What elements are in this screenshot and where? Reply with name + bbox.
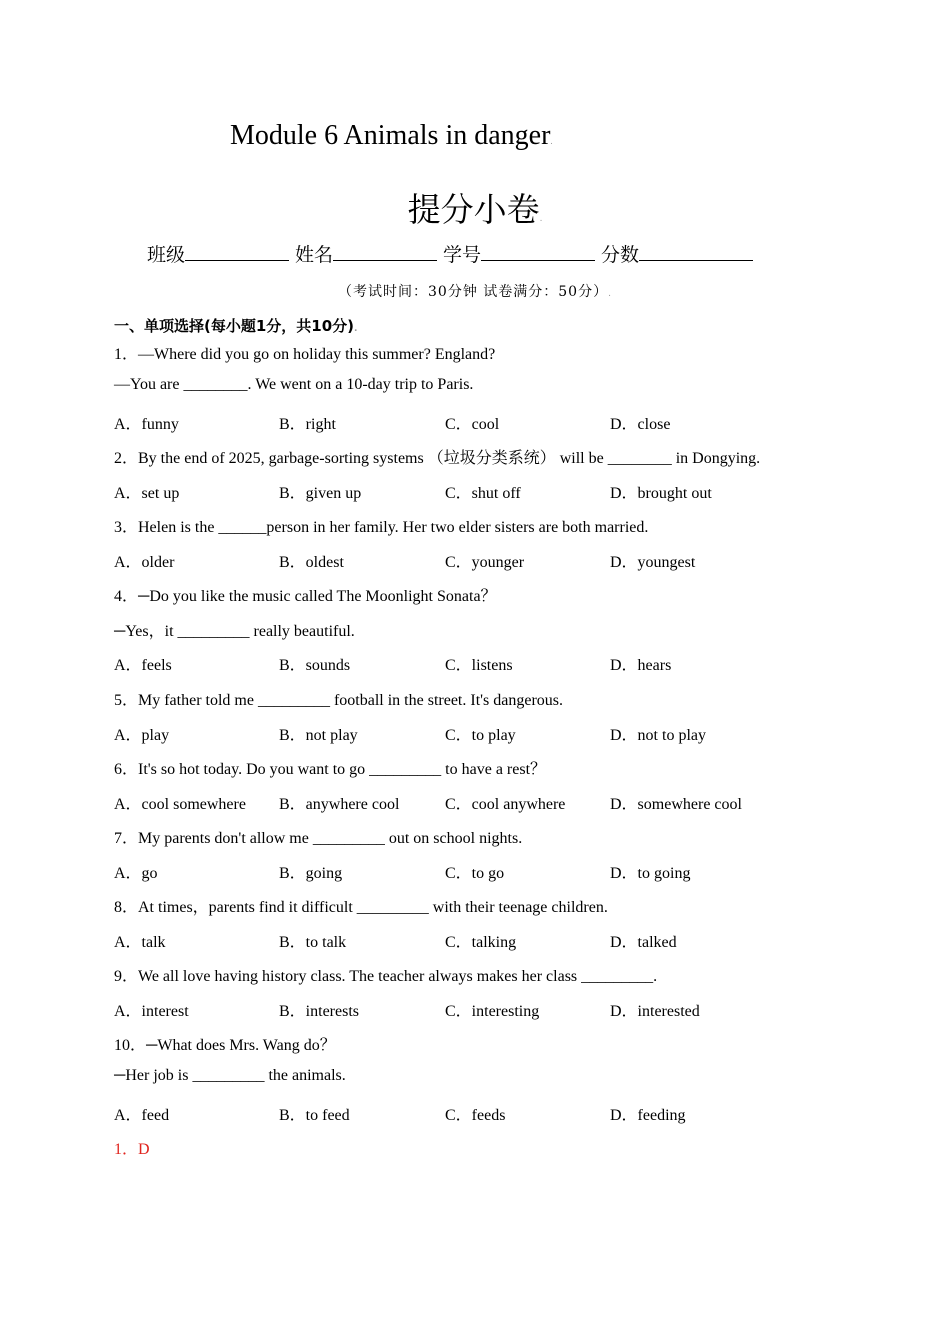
name-blank <box>333 244 437 261</box>
question-1-reply: —You are ________. We went on a 10-day trip to Paris. <box>114 376 474 393</box>
question-5-stem: 5．My father told me _________ football in the street. It's dangerous. <box>114 692 564 709</box>
section-heading: 一、单项选择(每小题1分，共10分). <box>114 317 358 335</box>
question-1-option-d: D．close <box>610 416 671 433</box>
question-9-option-d: D．interested <box>610 1003 700 1020</box>
class-label: 班级 <box>147 244 186 266</box>
question-6-option-d: D．somewhere cool <box>610 796 742 813</box>
question-3-option-a: A．older <box>114 554 175 571</box>
question-7-option-d: D．to going <box>610 865 691 882</box>
class-blank <box>185 244 289 261</box>
question-10-reply: ─Her job is _________ the animals. <box>114 1067 346 1084</box>
question-6-option-b: B．anywhere cool <box>279 796 400 813</box>
question-2-option-a: A．set up <box>114 485 180 502</box>
question-7-option-b: B．going <box>279 865 343 882</box>
question-6-stem: 6．It's so hot today. Do you want to go _________ to have a rest？ <box>114 761 547 778</box>
question-4-option-c: C．listens <box>445 657 513 674</box>
score-label: 分数 <box>601 244 640 266</box>
number-blank <box>481 244 595 261</box>
question-4-stem: 4．─Do you like the music called The Moonlight Sonata？ <box>114 588 497 605</box>
question-7-stem: 7．My parents don't allow me _________ out on school nights. <box>114 830 523 847</box>
name-label: 姓名 <box>295 244 334 266</box>
page-subtitle: 提分小卷. <box>407 190 543 229</box>
question-4-option-b: B．sounds <box>279 657 351 674</box>
question-1-option-b: B．right <box>279 416 336 433</box>
exam-note: （考试时间：30分钟 试卷满分：50分）. <box>338 284 612 300</box>
question-7-option-a: A．go <box>114 865 158 882</box>
student-info-row <box>147 240 759 267</box>
question-9-option-a: A．interest <box>114 1003 189 1020</box>
question-9-option-b: B．interests <box>279 1003 359 1020</box>
question-10-option-a: A．feed <box>114 1107 170 1124</box>
question-1-option-a: A．funny <box>114 416 179 433</box>
question-8-option-b: B．to talk <box>279 934 347 951</box>
question-4-reply: ─Yes，it _________ really beautiful. <box>114 623 355 640</box>
question-2-option-c: C．shut off <box>445 485 521 502</box>
question-2-option-b: B．given up <box>279 485 362 502</box>
question-5-option-d: D．not to play <box>610 727 706 744</box>
number-label: 学号 <box>443 244 482 266</box>
question-10-option-c: C．feeds <box>445 1107 506 1124</box>
question-9-option-c: C．interesting <box>445 1003 540 1020</box>
score-blank <box>639 244 753 261</box>
question-7-option-c: C．to go <box>445 865 505 882</box>
question-6-option-c: C．cool anywhere <box>445 796 566 813</box>
question-5-option-a: A．play <box>114 727 170 744</box>
question-3-option-b: B．oldest <box>279 554 344 571</box>
question-3-option-d: D．youngest <box>610 554 696 571</box>
question-5-option-b: B．not play <box>279 727 358 744</box>
question-8-option-a: A．talk <box>114 934 166 951</box>
question-9-stem: 9．We all love having history class. The teacher always makes her class _________. <box>114 968 658 985</box>
question-10-option-b: B．to feed <box>279 1107 350 1124</box>
question-1-option-c: C．cool <box>445 416 500 433</box>
question-5-option-c: C．to play <box>445 727 516 744</box>
question-2-stem: 2．By the end of 2025, garbage-sorting systems （垃圾分类系统） will be ________ in Dongying. <box>114 450 761 467</box>
question-8-option-c: C．talking <box>445 934 517 951</box>
question-10-option-d: D．feeding <box>610 1107 686 1124</box>
answer-line: 1．D <box>114 1141 150 1158</box>
question-4-option-a: A．feels <box>114 657 172 674</box>
question-3-option-c: C．younger <box>445 554 525 571</box>
question-1-stem: 1．—Where did you go on holiday this summer? England? <box>114 346 496 363</box>
question-10-stem: 10．─What does Mrs. Wang do？ <box>114 1037 336 1054</box>
question-4-option-d: D．hears <box>610 657 672 674</box>
question-6-option-a: A．cool somewhere <box>114 796 246 813</box>
question-3-stem: 3．Helen is the ______person in her family. Her two elder sisters are both married. <box>114 519 649 536</box>
question-8-stem: 8．At times，parents find it difficult _________ with their teenage children. <box>114 899 608 916</box>
page-title: Module 6 Animals in danger. <box>230 120 553 151</box>
question-2-option-d: D．brought out <box>610 485 712 502</box>
question-8-option-d: D．talked <box>610 934 677 951</box>
